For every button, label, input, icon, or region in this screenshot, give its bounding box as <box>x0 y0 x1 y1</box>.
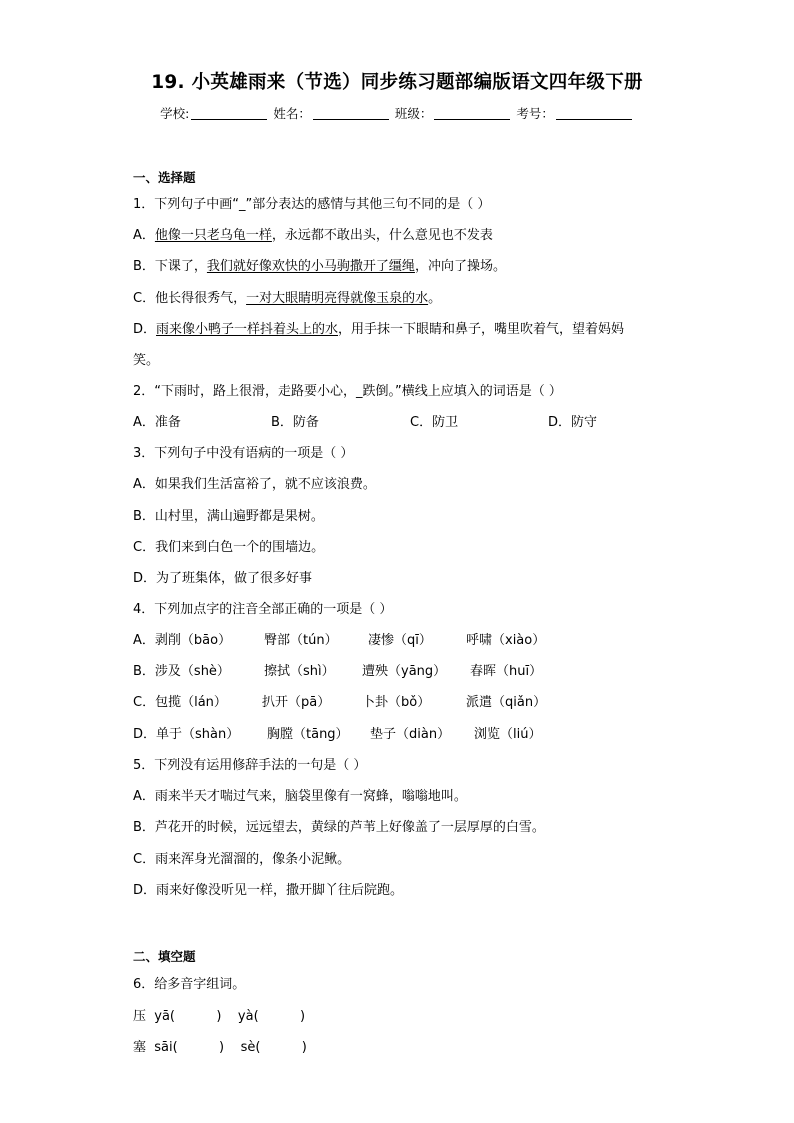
q1-a-underlined: 他像一只老乌龟一样 <box>154 228 272 243</box>
q6-ya: 压 yā( ) yà( ) <box>133 1009 306 1024</box>
q1-option-d-continued: 笑。 <box>133 353 160 368</box>
q4-c-2: 扒开（pā） <box>262 695 331 710</box>
student-info-line <box>0 104 794 122</box>
q3-option-a: A．如果我们生活富裕了，就不应该浪费。 <box>133 477 376 492</box>
q4-b-4: 春晖（huī） <box>470 664 543 679</box>
q3-option-d: D．为了班集体，做了很多好事 <box>133 571 313 586</box>
q3-option-b: B．山村里，满山遍野都是果树。 <box>133 509 324 524</box>
q4-c-1: C．包揽（lán） <box>133 695 227 710</box>
section-title-choice: 一、选择题 <box>133 170 196 185</box>
q1-c-prefix: C．他长得很秀气， <box>133 291 247 306</box>
page-title: 19. 小英雄雨来（节选）同步练习题部编版语文四年级下册 <box>151 72 643 93</box>
q5-option-c: C．雨来浑身光溜溜的，像条小泥鳅。 <box>133 852 351 867</box>
q4-a-1: A．剥削（bāo） <box>133 633 232 648</box>
q1-a-rest: ，永远都不敢出头，什么意见也不发表 <box>271 228 493 243</box>
q4-stem: 4．下列加点字的注音全部正确的一项是（ ） <box>133 602 393 617</box>
q5-stem: 5．下列没有运用修辞手法的一句是（ ） <box>133 758 367 773</box>
q1-d-underlined: 雨来像小鸭子一样抖着头上的水 <box>156 322 339 337</box>
class-blank <box>434 107 510 120</box>
q4-c-4: 派遣（qiǎn） <box>466 695 547 710</box>
q2-option-c: C．防卫 <box>410 415 459 430</box>
q1-c-rest: 。 <box>428 291 442 306</box>
q2-stem: 2．“下雨时，路上很滑，走路要小心，_跌倒。”横线上应填入的词语是（ ） <box>133 384 562 399</box>
q3-option-c: C．我们来到白色一个的围墙边。 <box>133 540 325 555</box>
q4-a-3: 凄惨（qī） <box>368 633 432 648</box>
q2-option-b: B．防备 <box>271 415 319 430</box>
q4-d-4: 浏览（liú） <box>474 727 542 742</box>
q1-stem: 1．下列句子中画“_”部分表达的感情与其他三句不同的是（ ） <box>133 197 491 212</box>
q4-d-2: 胸膛（tāng） <box>267 727 349 742</box>
q1-d-rest: ，用手抹一下眼睛和鼻子，嘴里吹着气，望着妈妈 <box>338 322 625 337</box>
q1-option-d <box>133 318 624 337</box>
q1-d-prefix: D． <box>133 322 157 337</box>
q6-stem: 6．给多音字组词。 <box>133 977 246 992</box>
name-label: 姓名： <box>273 106 311 121</box>
q4-d-3: 垫子（diàn） <box>370 727 451 742</box>
q4-b-2: 擦拭（shì） <box>264 664 335 679</box>
q1-b-rest: ，冲向了操场。 <box>414 259 506 274</box>
number-label: 考号： <box>516 106 554 121</box>
section-title-fill: 二、填空题 <box>133 949 196 964</box>
q1-b-underlined: 我们就好像欢快的小马驹撒开了缰绳 <box>206 259 415 274</box>
q2-option-a: A．准备 <box>133 415 181 430</box>
q4-a-2: 臀部（tún） <box>264 633 338 648</box>
school-label: 学校: <box>160 106 190 121</box>
q1-option-b <box>133 255 506 274</box>
q6-sai: 塞 sāi( ) sè( ) <box>133 1040 307 1055</box>
q4-d-1: D．单于（shàn） <box>133 727 240 742</box>
q4-b-1: B．涉及（shè） <box>133 664 230 679</box>
school-blank <box>191 107 267 120</box>
q1-c-underlined: 一对大眼睛明亮得就像玉泉的水 <box>246 291 429 306</box>
name-blank <box>313 107 389 120</box>
q4-b-3: 遭殃（yāng） <box>362 664 447 679</box>
q1-option-a <box>133 224 493 243</box>
q1-option-c <box>133 287 441 306</box>
q1-b-prefix: B．下课了， <box>133 259 207 274</box>
q5-option-d: D．雨来好像没听见一样，撒开脚丫往后院跑。 <box>133 883 404 898</box>
q4-c-3: 卜卦（bǒ） <box>362 695 431 710</box>
q3-stem: 3．下列句子中没有语病的一项是（ ） <box>133 446 354 461</box>
q5-option-a: A．雨来半天才喘过气来，脑袋里像有一窝蜂，嗡嗡地叫。 <box>133 789 467 804</box>
q5-option-b: B．芦花开的时候，远远望去，黄绿的芦苇上好像盖了一层厚厚的白雪。 <box>133 820 545 835</box>
q2-option-d: D．防守 <box>548 415 598 430</box>
class-label: 班级： <box>394 106 433 121</box>
q4-a-4: 呼啸（xiào） <box>466 633 546 648</box>
q1-a-prefix: A． <box>133 228 155 243</box>
number-blank <box>556 107 632 120</box>
